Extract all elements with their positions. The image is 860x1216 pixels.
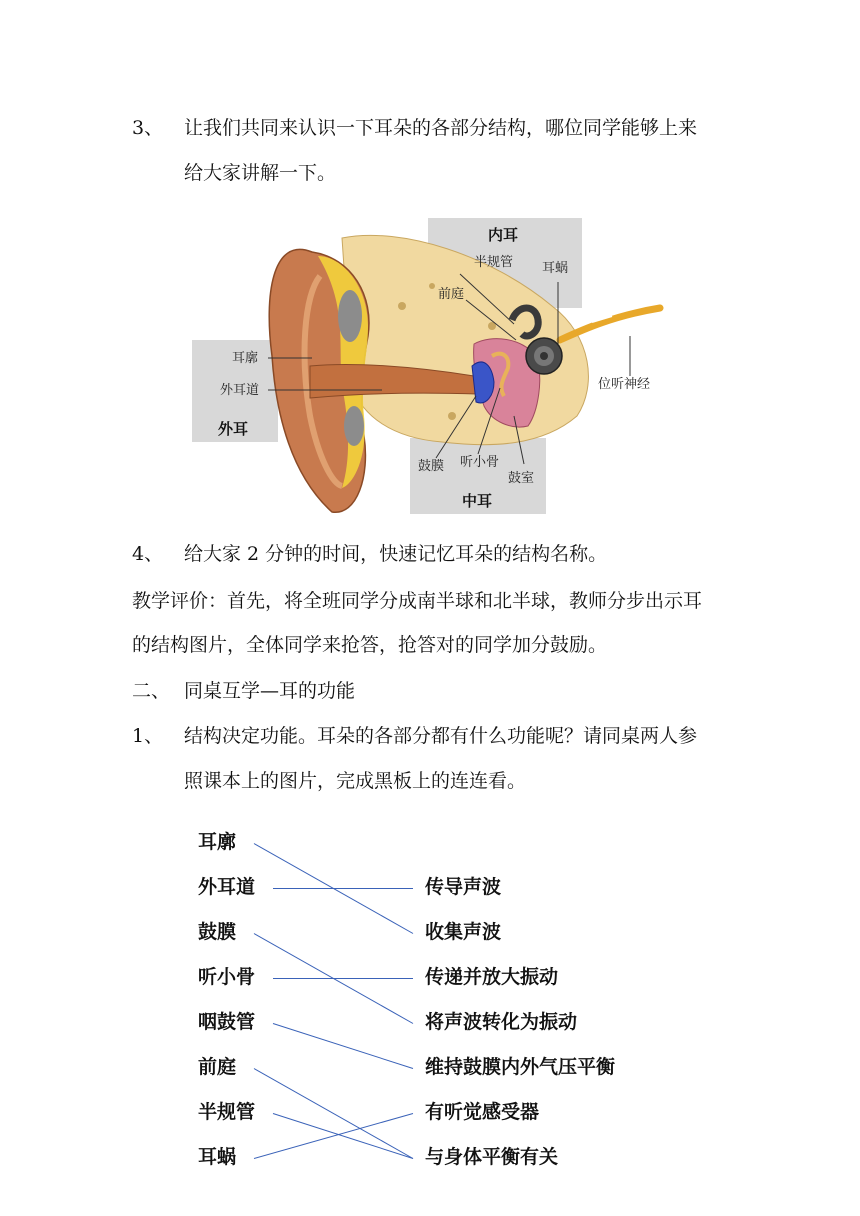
label-tympanic-cavity: 鼓室 bbox=[508, 471, 535, 486]
right-item-pressure-balance: 维持鼓膜内外气压平衡 bbox=[425, 1056, 616, 1078]
label-ossicles: 听小骨 bbox=[460, 455, 500, 470]
left-item-vestibule: 前庭 bbox=[198, 1056, 237, 1078]
left-item-pinna: 耳廓 bbox=[198, 831, 237, 853]
label-ear-canal: 外耳道 bbox=[220, 383, 260, 398]
section-2-title: 同桌互学—耳的功能 bbox=[184, 680, 356, 702]
right-item-transmit-amplify: 传递并放大振动 bbox=[425, 966, 559, 988]
right-item-body-balance: 与身体平衡有关 bbox=[425, 1146, 559, 1168]
label-semicircular-canals: 半规管 bbox=[474, 255, 514, 270]
left-item-ossicles: 听小骨 bbox=[198, 966, 256, 988]
match-line bbox=[254, 1069, 413, 1159]
step-1-text-line1: 结构决定功能。耳朵的各部分都有什么功能呢？请同桌两人参 bbox=[184, 725, 698, 747]
step-3-text-line1: 让我们共同来认识一下耳朵的各部分结构，哪位同学能够上来 bbox=[184, 117, 698, 139]
label-cochlea: 耳蜗 bbox=[542, 261, 569, 276]
left-item-semicircular-canals: 半规管 bbox=[198, 1101, 256, 1123]
evaluation-line2: 的结构图片，全体同学来抢答，抢答对的同学加分鼓励。 bbox=[132, 634, 608, 656]
step-1-number: 1、 bbox=[132, 725, 164, 747]
step-1-text-line2: 照课本上的图片，完成黑板上的连连看。 bbox=[184, 770, 527, 792]
step-4-text: 给大家 2 分钟的时间，快速记忆耳朵的结构名称。 bbox=[184, 543, 608, 565]
evaluation-line1: 教学评价：首先，将全班同学分成南半球和北半球，教师分步出示耳 bbox=[132, 590, 703, 612]
right-item-collect-sound: 收集声波 bbox=[425, 921, 502, 943]
outer-ear-title: 外耳 bbox=[218, 420, 249, 438]
left-item-eustachian-tube: 咽鼓管 bbox=[198, 1011, 256, 1033]
left-item-eardrum: 鼓膜 bbox=[198, 921, 237, 943]
right-item-hearing-receptor: 有听觉感受器 bbox=[425, 1101, 540, 1123]
match-line bbox=[254, 1114, 413, 1159]
match-line bbox=[273, 1024, 413, 1069]
inner-ear-title: 内耳 bbox=[488, 226, 519, 244]
label-auditory-nerve: 位听神经 bbox=[598, 377, 651, 392]
label-eardrum: 鼓膜 bbox=[418, 459, 445, 474]
step-3-text-line2: 给大家讲解一下。 bbox=[184, 162, 337, 184]
label-pinna: 耳廓 bbox=[232, 351, 259, 366]
step-4-number: 4、 bbox=[132, 543, 164, 565]
right-item-convert-vibration: 将声波转化为振动 bbox=[425, 1011, 578, 1033]
section-2-number: 二、 bbox=[132, 680, 171, 702]
left-item-ear-canal: 外耳道 bbox=[198, 876, 256, 898]
left-item-cochlea: 耳蜗 bbox=[198, 1146, 237, 1168]
step-3-number: 3、 bbox=[132, 117, 164, 139]
label-vestibule: 前庭 bbox=[438, 287, 465, 302]
right-item-conduct-sound: 传导声波 bbox=[425, 876, 502, 898]
match-line bbox=[273, 1114, 413, 1159]
middle-ear-title: 中耳 bbox=[462, 492, 493, 510]
